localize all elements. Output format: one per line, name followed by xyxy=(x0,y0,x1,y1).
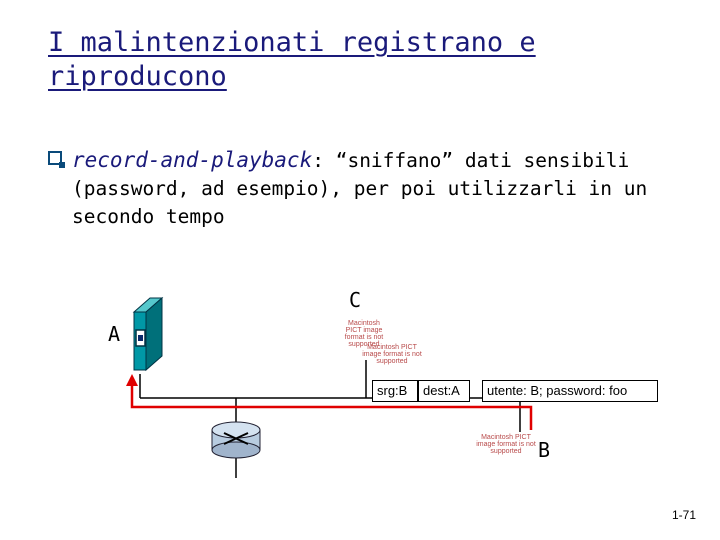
bullet-line3: secondo tempo xyxy=(72,205,225,228)
host-b-label: B xyxy=(538,438,551,462)
host-a-label: A xyxy=(108,322,121,346)
path-arrow-icon xyxy=(126,374,138,386)
computer-icon xyxy=(134,298,162,370)
bullet-line1: “sniffano” dati sensibili xyxy=(323,149,630,172)
replay-path xyxy=(132,378,531,430)
host-b-image-placeholder: Macintosh PICT image format is not supported xyxy=(476,434,536,455)
host-c-label: C xyxy=(349,288,362,312)
packet-destination-field: dest:A xyxy=(418,380,470,402)
page-number: 1-71 xyxy=(671,508,696,522)
bullet-separator: : xyxy=(312,149,324,172)
packet-payload-field: utente: B; password: foo xyxy=(482,380,658,402)
host-c-image-placeholder-2: Macintosh PICT image format is not supported xyxy=(362,344,422,365)
packet-source-field: srg:B xyxy=(372,380,418,402)
router-icon xyxy=(212,422,260,458)
bullet-line2: (password, ad esempio), per poi utilizzarli in un xyxy=(72,177,648,200)
network-cables xyxy=(140,360,520,478)
host-c-image-placeholder: Macintosh PICT image format is not supported xyxy=(344,320,384,348)
bullet-term: record-and-playback xyxy=(72,148,313,172)
slide-title: I malintenzionati registrano e riproducono xyxy=(48,27,536,92)
highlighted-path xyxy=(126,374,531,430)
